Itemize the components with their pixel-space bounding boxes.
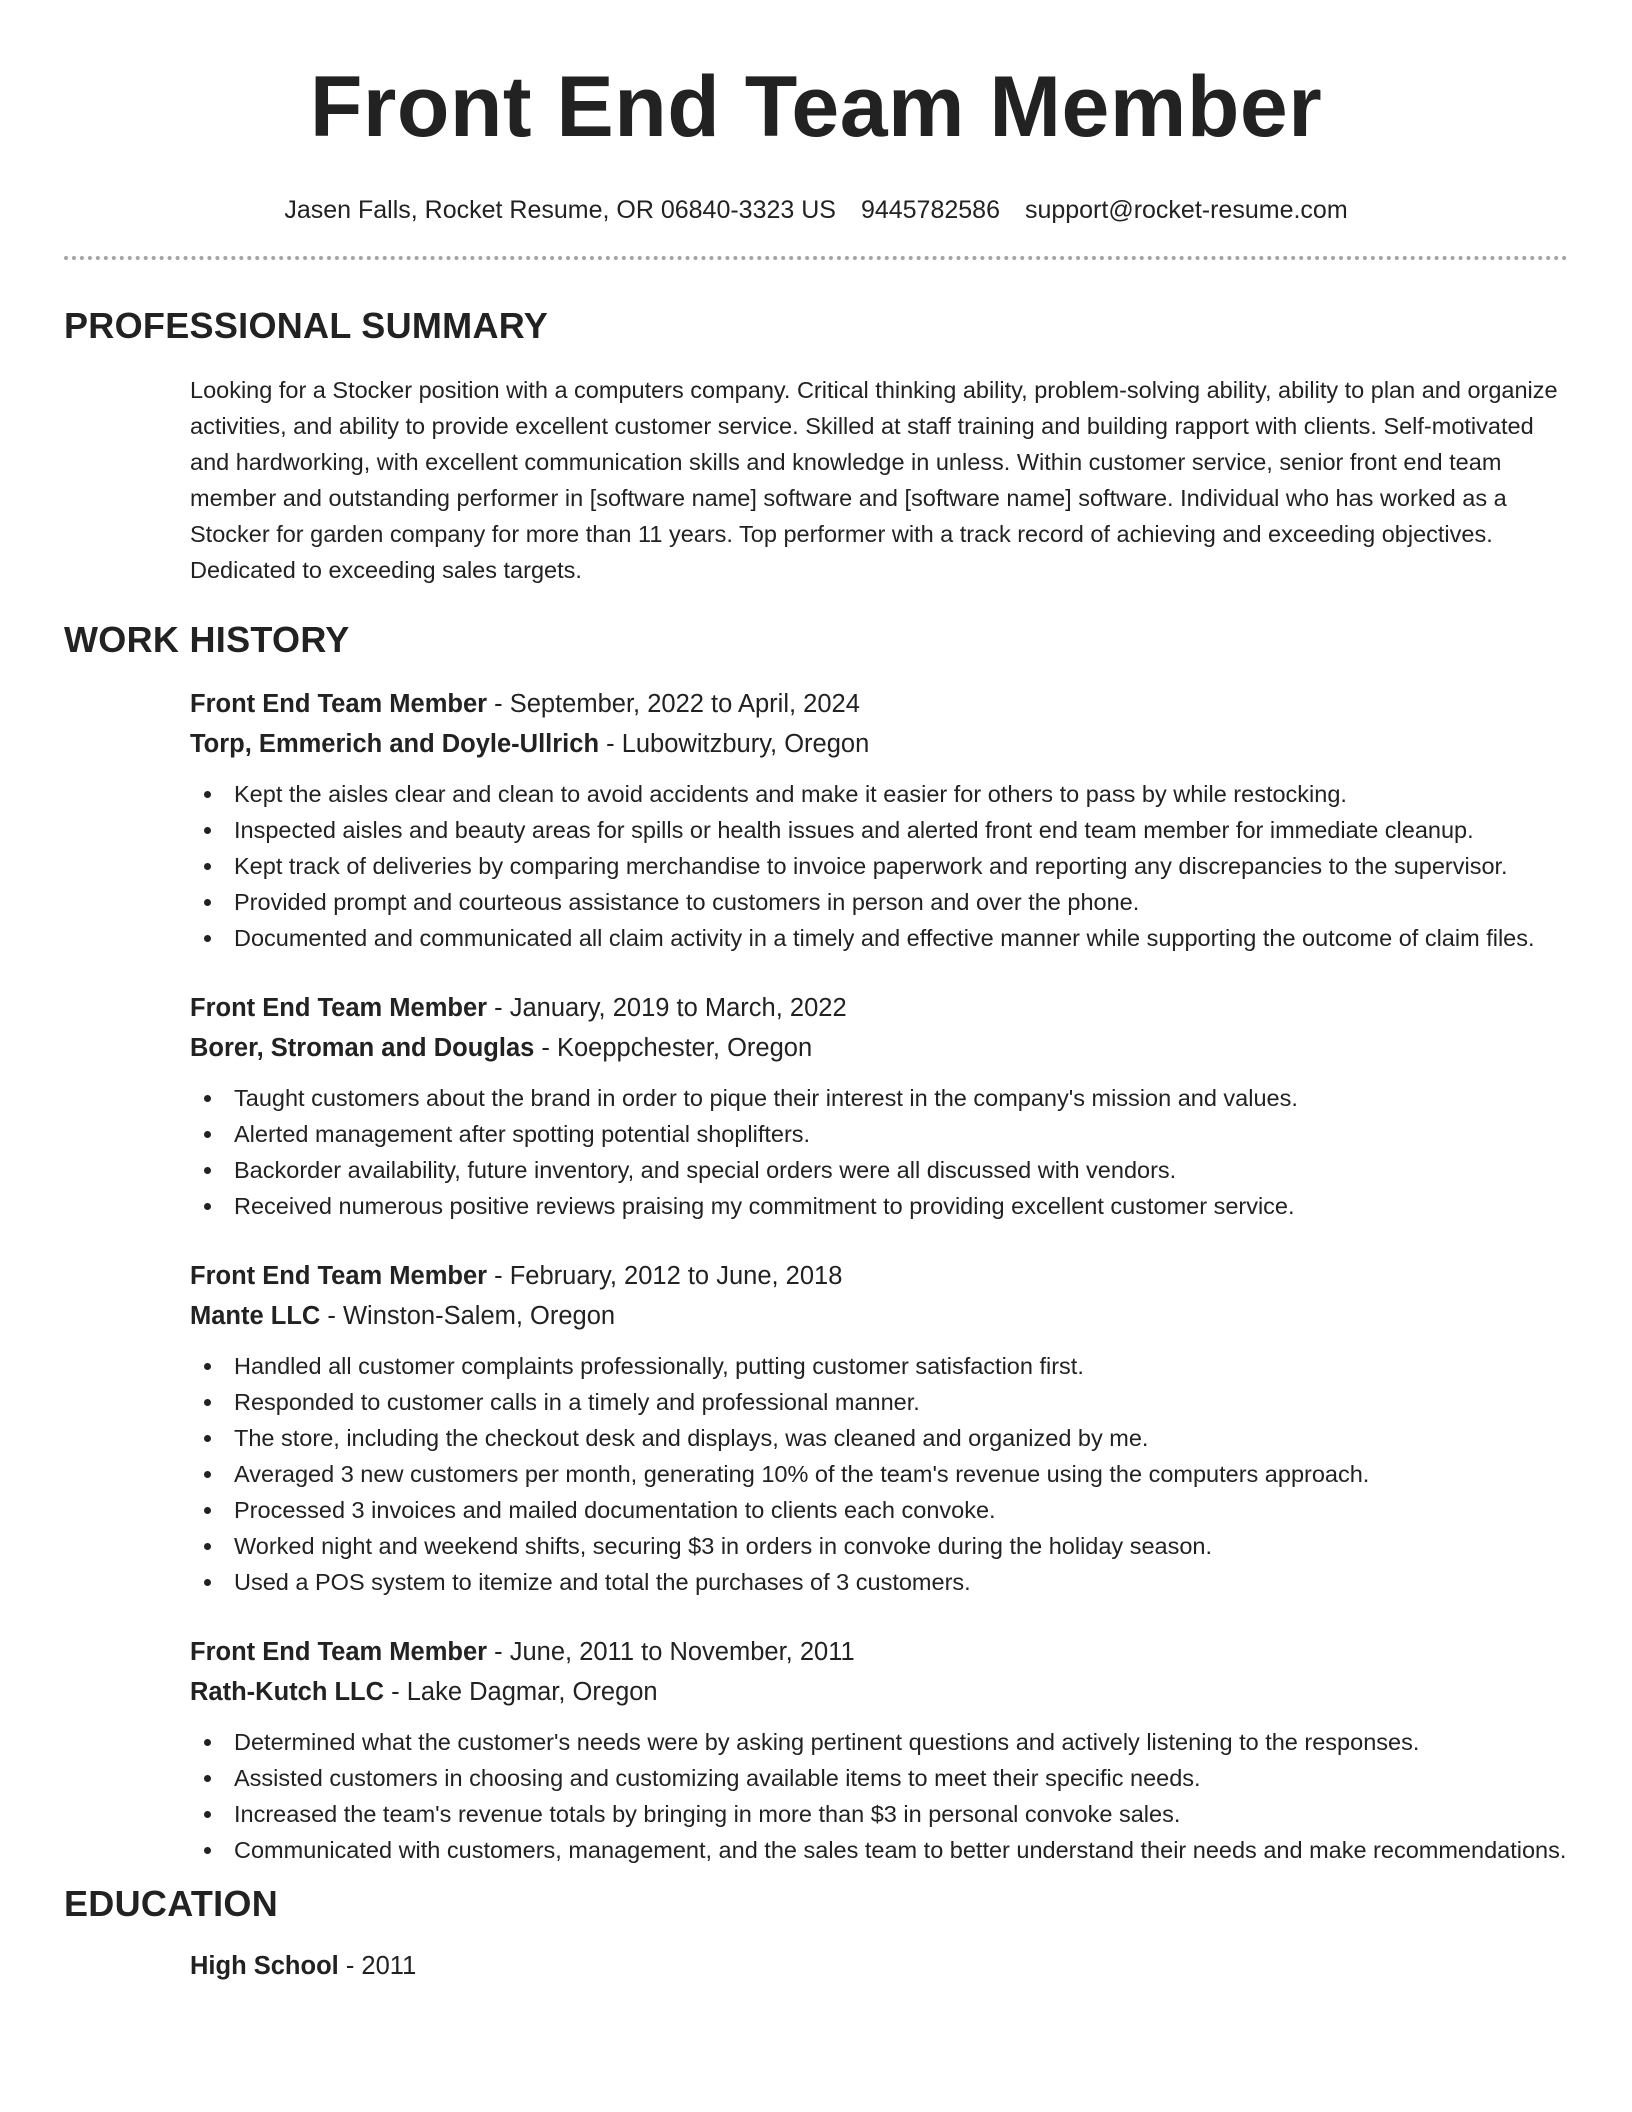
- job-entry: [190, 684, 1568, 956]
- job-company-line: [190, 1672, 1568, 1712]
- work-history-section: [64, 618, 1568, 1868]
- education-section: [64, 1882, 1568, 1986]
- contact-phone: 9445782586: [860, 196, 1000, 224]
- job-bullet: The store, including the checkout desk and displays, was cleaned and organized by me.: [234, 1420, 1568, 1456]
- job-location: - Lake Dagmar, Oregon: [384, 1678, 658, 1706]
- job-role-line: [190, 988, 1568, 1028]
- job-entry: [190, 988, 1568, 1224]
- job-bullet: Documented and communicated all claim activity in a timely and effective manner while supporting the outcome of claim files.: [234, 920, 1568, 956]
- resume-header: [64, 0, 1568, 260]
- job-bullet: Kept the aisles clear and clean to avoid accidents and make it easier for others to pass by while restocking.: [234, 776, 1568, 812]
- job-bullet: Taught customers about the brand in order to pique their interest in the company's mission and values.: [234, 1080, 1568, 1116]
- job-bullet: Inspected aisles and beauty areas for spills or health issues and alerted front end team member for immediate cleanup.: [234, 812, 1568, 848]
- education-entry: [190, 1946, 1568, 1986]
- education-year: - 2011: [338, 1952, 417, 1980]
- job-bullet: Communicated with customers, management, and the sales team to better understand their needs and make recommendations.: [234, 1832, 1568, 1868]
- job-entry: [190, 1256, 1568, 1600]
- job-company: Torp, Emmerich and Doyle-Ullrich: [190, 730, 600, 758]
- job-location: - Lubowitzbury, Oregon: [599, 730, 870, 758]
- job-role: Front End Team Member: [190, 1638, 488, 1666]
- job-bullet: Used a POS system to itemize and total the purchases of 3 customers.: [234, 1564, 1568, 1600]
- job-bullet-list: [190, 1080, 1568, 1224]
- job-company: Borer, Stroman and Douglas: [190, 1034, 535, 1062]
- job-dates: - February, 2012 to June, 2018: [487, 1262, 843, 1290]
- contact-email: support@rocket-resume.com: [1024, 196, 1348, 224]
- summary-text: Looking for a Stocker position with a computers company. Critical thinking ability, problem-solving ability, ability to plan and organize activities, and ability to provide excellent customer service. Skilled at staff training and building rapport with clients. Self-motivated and hardworking, with excellent communication skills and knowledge in unless. Within customer service, senior front end team member and outstanding performer in [software name] software and [software name] software. Individual who has worked as a Stocker for garden company for more than 11 years. Top performer with a track record of achieving and exceeding objectives. Dedicated to exceeding sales targets.: [190, 377, 1558, 583]
- candidate-name: Front End Team Member: [309, 59, 1323, 155]
- job-company: Rath-Kutch LLC: [190, 1678, 385, 1706]
- job-bullet: Received numerous positive reviews praising my commitment to providing excellent customer service.: [234, 1188, 1568, 1224]
- job-bullet: Assisted customers in choosing and customizing available items to meet their specific needs.: [234, 1760, 1568, 1796]
- professional-summary-section: [64, 304, 1568, 588]
- job-bullet: Increased the team's revenue totals by bringing in more than $3 in personal convoke sales.: [234, 1796, 1568, 1832]
- job-bullet-list: [190, 1724, 1568, 1868]
- job-company-line: [190, 1296, 1568, 1336]
- job-company-line: [190, 1028, 1568, 1068]
- job-dates: - June, 2011 to November, 2011: [487, 1638, 855, 1666]
- job-location: - Koeppchester, Oregon: [534, 1034, 813, 1062]
- job-dates: - January, 2019 to March, 2022: [487, 994, 847, 1022]
- job-bullet: Kept track of deliveries by comparing merchandise to invoice paperwork and reporting any discrepancies to the supervisor.: [234, 848, 1568, 884]
- job-role-line: [190, 684, 1568, 724]
- job-company-line: [190, 724, 1568, 764]
- job-bullet: Handled all customer complaints professionally, putting customer satisfaction first.: [234, 1348, 1568, 1384]
- job-role: Front End Team Member: [190, 994, 488, 1022]
- job-location: - Winston-Salem, Oregon: [320, 1302, 616, 1330]
- job-bullet: Responded to customer calls in a timely and professional manner.: [234, 1384, 1568, 1420]
- section-title-education: EDUCATION: [64, 1883, 279, 1924]
- section-title-work: WORK HISTORY: [64, 619, 350, 660]
- education-degree: High School: [190, 1952, 339, 1980]
- contact-address: Jasen Falls, Rocket Resume, OR 06840-3323 US: [284, 196, 836, 224]
- job-bullet-list: [190, 1348, 1568, 1600]
- job-bullet: Worked night and weekend shifts, securing $3 in orders in convoke during the holiday season.: [234, 1528, 1568, 1564]
- job-role: Front End Team Member: [190, 1262, 488, 1290]
- section-title-summary: PROFESSIONAL SUMMARY: [64, 305, 549, 346]
- job-role: Front End Team Member: [190, 690, 488, 718]
- job-role-line: [190, 1632, 1568, 1672]
- job-bullet-list: [190, 776, 1568, 956]
- job-company: Mante LLC: [190, 1302, 321, 1330]
- job-bullet: Averaged 3 new customers per month, generating 10% of the team's revenue using the computers approach.: [234, 1456, 1568, 1492]
- job-dates: - September, 2022 to April, 2024: [487, 690, 860, 718]
- job-bullet: Provided prompt and courteous assistance to customers in person and over the phone.: [234, 884, 1568, 920]
- job-bullet: Backorder availability, future inventory, and special orders were all discussed with vendors.: [234, 1152, 1568, 1188]
- header-divider: [64, 256, 1568, 260]
- contact-line: [64, 194, 1568, 226]
- job-entry: [190, 1632, 1568, 1868]
- job-bullet: Processed 3 invoices and mailed documentation to clients each convoke.: [234, 1492, 1568, 1528]
- job-bullet: Determined what the customer's needs were by asking pertinent questions and actively listening to the responses.: [234, 1724, 1568, 1760]
- job-bullet: Alerted management after spotting potential shoplifters.: [234, 1116, 1568, 1152]
- job-role-line: [190, 1256, 1568, 1296]
